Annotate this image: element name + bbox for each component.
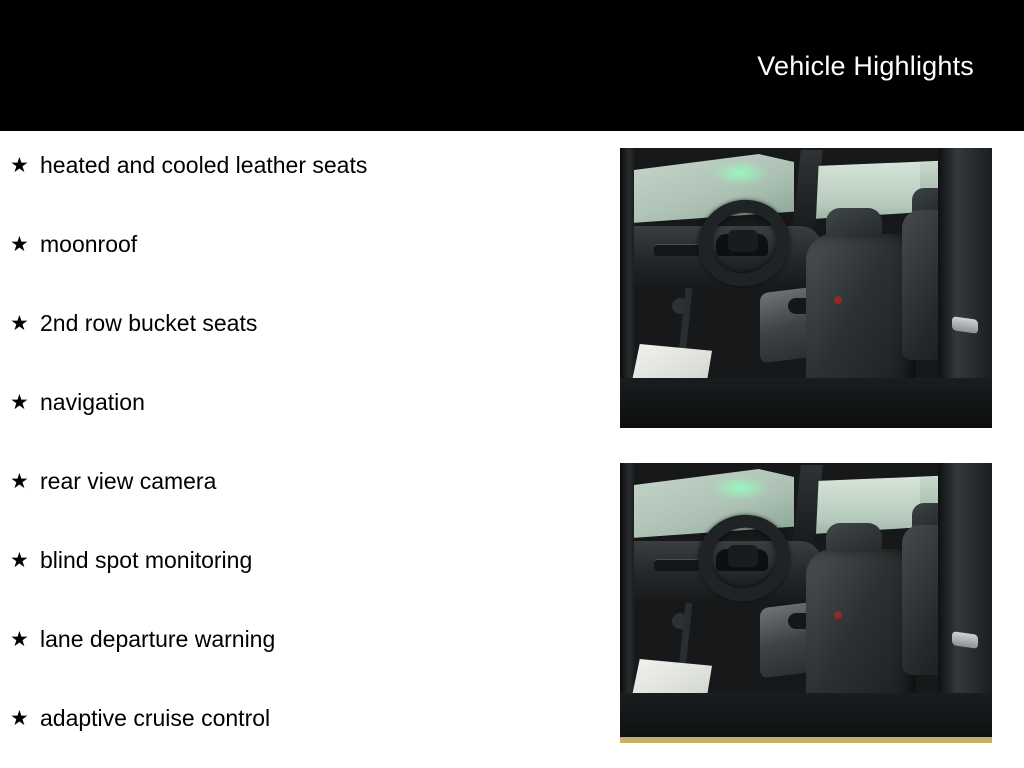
list-item xyxy=(10,230,600,309)
star-icon: ★ xyxy=(10,628,29,651)
star-icon: ★ xyxy=(10,233,29,256)
feature-label: rear view camera xyxy=(40,468,217,494)
car-interior-illustration xyxy=(620,148,992,428)
list-item xyxy=(10,704,600,768)
star-icon: ★ xyxy=(10,470,29,493)
feature-label: blind spot monitoring xyxy=(40,547,253,573)
feature-label: 2nd row bucket seats xyxy=(40,310,258,336)
slide-content xyxy=(0,131,1024,768)
list-item xyxy=(10,151,600,230)
header-bar xyxy=(0,0,1024,131)
star-icon: ★ xyxy=(10,312,29,335)
feature-label: heated and cooled leather seats xyxy=(40,152,368,178)
steering-wheel-hub xyxy=(728,545,758,567)
list-item xyxy=(10,625,600,704)
air-vent xyxy=(654,244,700,256)
seat-control-indicator xyxy=(834,611,842,619)
vehicle-interior-photo-top xyxy=(620,148,992,428)
seat-control-indicator xyxy=(834,296,842,304)
feature-label: lane departure warning xyxy=(40,626,276,652)
feature-label: adaptive cruise control xyxy=(40,705,271,731)
feature-label: navigation xyxy=(40,389,145,415)
windshield-reflection xyxy=(710,160,770,186)
car-interior-illustration xyxy=(620,463,992,743)
star-icon: ★ xyxy=(10,707,29,730)
feature-label: moonroof xyxy=(40,231,138,257)
steering-wheel-hub xyxy=(728,230,758,252)
air-vent xyxy=(654,559,700,571)
star-icon: ★ xyxy=(10,154,29,177)
windshield-reflection xyxy=(710,475,770,501)
list-item xyxy=(10,388,600,467)
star-icon: ★ xyxy=(10,549,29,572)
star-icon: ★ xyxy=(10,391,29,414)
list-item xyxy=(10,546,600,625)
vehicle-interior-photo-bottom xyxy=(620,463,992,743)
list-item xyxy=(10,467,600,546)
list-item xyxy=(10,309,600,388)
floor-shadow xyxy=(620,378,992,428)
feature-list xyxy=(10,151,600,768)
page-title: Vehicle Highlights xyxy=(757,51,974,81)
photo-bottom-edge xyxy=(620,737,992,743)
floor-shadow xyxy=(620,693,992,743)
